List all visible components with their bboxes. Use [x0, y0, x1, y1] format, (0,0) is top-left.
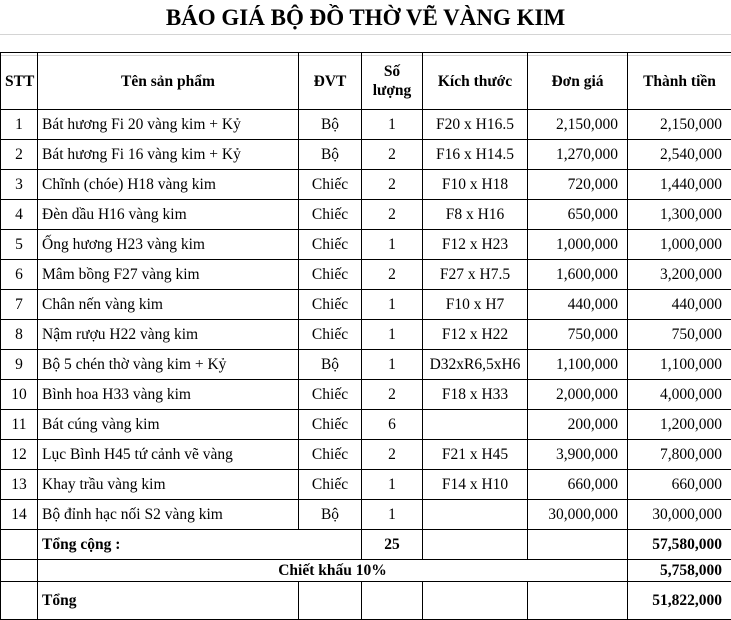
row-name: Nậm rượu H22 vàng kim: [38, 320, 299, 350]
row-price: 1,100,000: [528, 350, 628, 380]
table-row: [1, 290, 731, 320]
row-unit: Chiếc: [299, 290, 362, 320]
row-price: 30,000,000: [528, 500, 628, 530]
row-name: Bát hương Fi 16 vàng kim + Kỷ: [38, 140, 299, 170]
row-name: Lục Bình H45 tứ cảnh vẽ vàng: [38, 440, 299, 470]
row-unit: Bộ: [299, 500, 362, 530]
row-price: 1,000,000: [528, 230, 628, 260]
row-size: F10 x H7: [423, 290, 528, 320]
row-name: Chĩnh (chóe) H18 vàng kim: [38, 170, 299, 200]
row-name: Đèn dầu H16 vàng kim: [38, 200, 299, 230]
row-qty: 1: [362, 320, 423, 350]
row-size: F12 x H23: [423, 230, 528, 260]
table-row: [1, 440, 731, 470]
row-price: 1,600,000: [528, 260, 628, 290]
row-qty: 1: [362, 470, 423, 500]
row-unit: Chiếc: [299, 440, 362, 470]
table-row: [1, 350, 731, 380]
row-stt: 2: [1, 140, 38, 170]
table-row: [1, 200, 731, 230]
row-amount: 2,540,000: [628, 140, 731, 170]
total-blank-qty: [362, 582, 423, 620]
row-amount: 440,000: [628, 290, 731, 320]
subtotal-amount: 57,580,000: [628, 530, 731, 560]
table-row: [1, 140, 731, 170]
table-row: [1, 110, 731, 140]
table-row: [1, 230, 731, 260]
table-row: [1, 260, 731, 290]
row-size: F10 x H18: [423, 170, 528, 200]
row-name: Ống hương H23 vàng kim: [38, 230, 299, 260]
row-stt: 4: [1, 200, 38, 230]
row-price: 750,000: [528, 320, 628, 350]
row-qty: 1: [362, 500, 423, 530]
row-size: F8 x H16: [423, 200, 528, 230]
row-size: [423, 410, 528, 440]
row-unit: Chiếc: [299, 470, 362, 500]
subtotal-label: Tổng cộng :: [38, 530, 362, 560]
header-unit: ĐVT: [299, 53, 362, 110]
row-size: D32xR6,5xH6: [423, 350, 528, 380]
row-stt: 13: [1, 470, 38, 500]
row-unit: Chiếc: [299, 170, 362, 200]
subtotal-qty: 25: [362, 530, 423, 560]
row-unit: Chiếc: [299, 230, 362, 260]
row-amount: 750,000: [628, 320, 731, 350]
row-size: F20 x H16.5: [423, 110, 528, 140]
row-qty: 1: [362, 350, 423, 380]
row-unit: Bộ: [299, 140, 362, 170]
row-qty: 6: [362, 410, 423, 440]
row-qty: 2: [362, 440, 423, 470]
discount-blank: [1, 560, 38, 582]
row-price: 660,000: [528, 470, 628, 500]
row-size: F14 x H10: [423, 470, 528, 500]
subtotal-blank-size: [423, 530, 528, 560]
header-qty-line2: lượng: [373, 82, 412, 99]
row-qty: 2: [362, 200, 423, 230]
row-qty: 2: [362, 380, 423, 410]
item-rows: [1, 110, 731, 530]
header-row: [1, 53, 731, 110]
row-name: Khay trầu vàng kim: [38, 470, 299, 500]
row-size: F16 x H14.5: [423, 140, 528, 170]
row-amount: 1,200,000: [628, 410, 731, 440]
total-blank: [1, 582, 38, 620]
row-name: Bát hương Fi 20 vàng kim + Kỷ: [38, 110, 299, 140]
row-unit: Chiếc: [299, 200, 362, 230]
header-qty: [362, 53, 423, 110]
row-stt: 5: [1, 230, 38, 260]
total-amount: 51,822,000: [628, 582, 731, 620]
discount-row: [1, 560, 731, 582]
row-price: 2,150,000: [528, 110, 628, 140]
row-price: 650,000: [528, 200, 628, 230]
row-stt: 9: [1, 350, 38, 380]
row-unit: Bộ: [299, 110, 362, 140]
header-price: Đơn giá: [528, 53, 628, 110]
header-stt: STT: [1, 53, 38, 110]
table-row: [1, 170, 731, 200]
subtotal-blank-price: [528, 530, 628, 560]
row-price: 440,000: [528, 290, 628, 320]
quote-table: [0, 52, 731, 620]
row-unit: Bộ: [299, 350, 362, 380]
row-size: F21 x H45: [423, 440, 528, 470]
row-stt: 10: [1, 380, 38, 410]
header-amount: Thành tiền: [628, 53, 731, 110]
row-price: 720,000: [528, 170, 628, 200]
row-name: Mâm bồng F27 vàng kim: [38, 260, 299, 290]
subtotal-row: [1, 530, 731, 560]
row-stt: 8: [1, 320, 38, 350]
table-row: [1, 470, 731, 500]
row-price: 3,900,000: [528, 440, 628, 470]
row-qty: 2: [362, 260, 423, 290]
row-stt: 3: [1, 170, 38, 200]
discount-amount: 5,758,000: [628, 560, 731, 582]
page-title: BÁO GIÁ BỘ ĐỒ THỜ VẼ VÀNG KIM: [0, 0, 731, 34]
table-row: [1, 410, 731, 440]
row-price: 2,000,000: [528, 380, 628, 410]
row-stt: 7: [1, 290, 38, 320]
row-name: Bát cúng vàng kim: [38, 410, 299, 440]
row-amount: 1,300,000: [628, 200, 731, 230]
total-label: Tổng: [38, 582, 299, 620]
row-amount: 4,000,000: [628, 380, 731, 410]
row-amount: 1,100,000: [628, 350, 731, 380]
row-name: Chân nến vàng kim: [38, 290, 299, 320]
row-name: Bình hoa H33 vàng kim: [38, 380, 299, 410]
total-blank-unit: [299, 582, 362, 620]
table-row: [1, 320, 731, 350]
discount-label: Chiết khấu 10%: [38, 560, 628, 582]
row-qty: 2: [362, 140, 423, 170]
row-price: 1,270,000: [528, 140, 628, 170]
total-blank-size: [423, 582, 528, 620]
row-amount: 30,000,000: [628, 500, 731, 530]
row-stt: 1: [1, 110, 38, 140]
row-amount: 7,800,000: [628, 440, 731, 470]
row-qty: 2: [362, 170, 423, 200]
row-amount: 3,200,000: [628, 260, 731, 290]
row-stt: 14: [1, 500, 38, 530]
row-stt: 6: [1, 260, 38, 290]
row-qty: 1: [362, 110, 423, 140]
row-name: Bộ đỉnh hạc nối S2 vàng kim: [38, 500, 299, 530]
row-amount: 1,440,000: [628, 170, 731, 200]
row-size: F18 x H33: [423, 380, 528, 410]
row-qty: 1: [362, 290, 423, 320]
row-name: Bộ 5 chén thờ vàng kim + Kỷ: [38, 350, 299, 380]
total-blank-price: [528, 582, 628, 620]
row-unit: Chiếc: [299, 380, 362, 410]
row-amount: 660,000: [628, 470, 731, 500]
subtotal-blank: [1, 530, 38, 560]
row-unit: Chiếc: [299, 410, 362, 440]
row-unit: Chiếc: [299, 260, 362, 290]
table-row: [1, 500, 731, 530]
row-size: F12 x H22: [423, 320, 528, 350]
header-size: Kích thước: [423, 53, 528, 110]
header-name: Tên sản phẩm: [38, 53, 299, 110]
row-stt: 12: [1, 440, 38, 470]
row-size: [423, 500, 528, 530]
row-stt: 11: [1, 410, 38, 440]
row-size: F27 x H7.5: [423, 260, 528, 290]
table-row: [1, 380, 731, 410]
row-amount: 1,000,000: [628, 230, 731, 260]
row-amount: 2,150,000: [628, 110, 731, 140]
row-price: 200,000: [528, 410, 628, 440]
row-unit: Chiếc: [299, 320, 362, 350]
row-qty: 1: [362, 230, 423, 260]
header-qty-line1: Số: [384, 63, 400, 80]
total-row: [1, 582, 731, 620]
